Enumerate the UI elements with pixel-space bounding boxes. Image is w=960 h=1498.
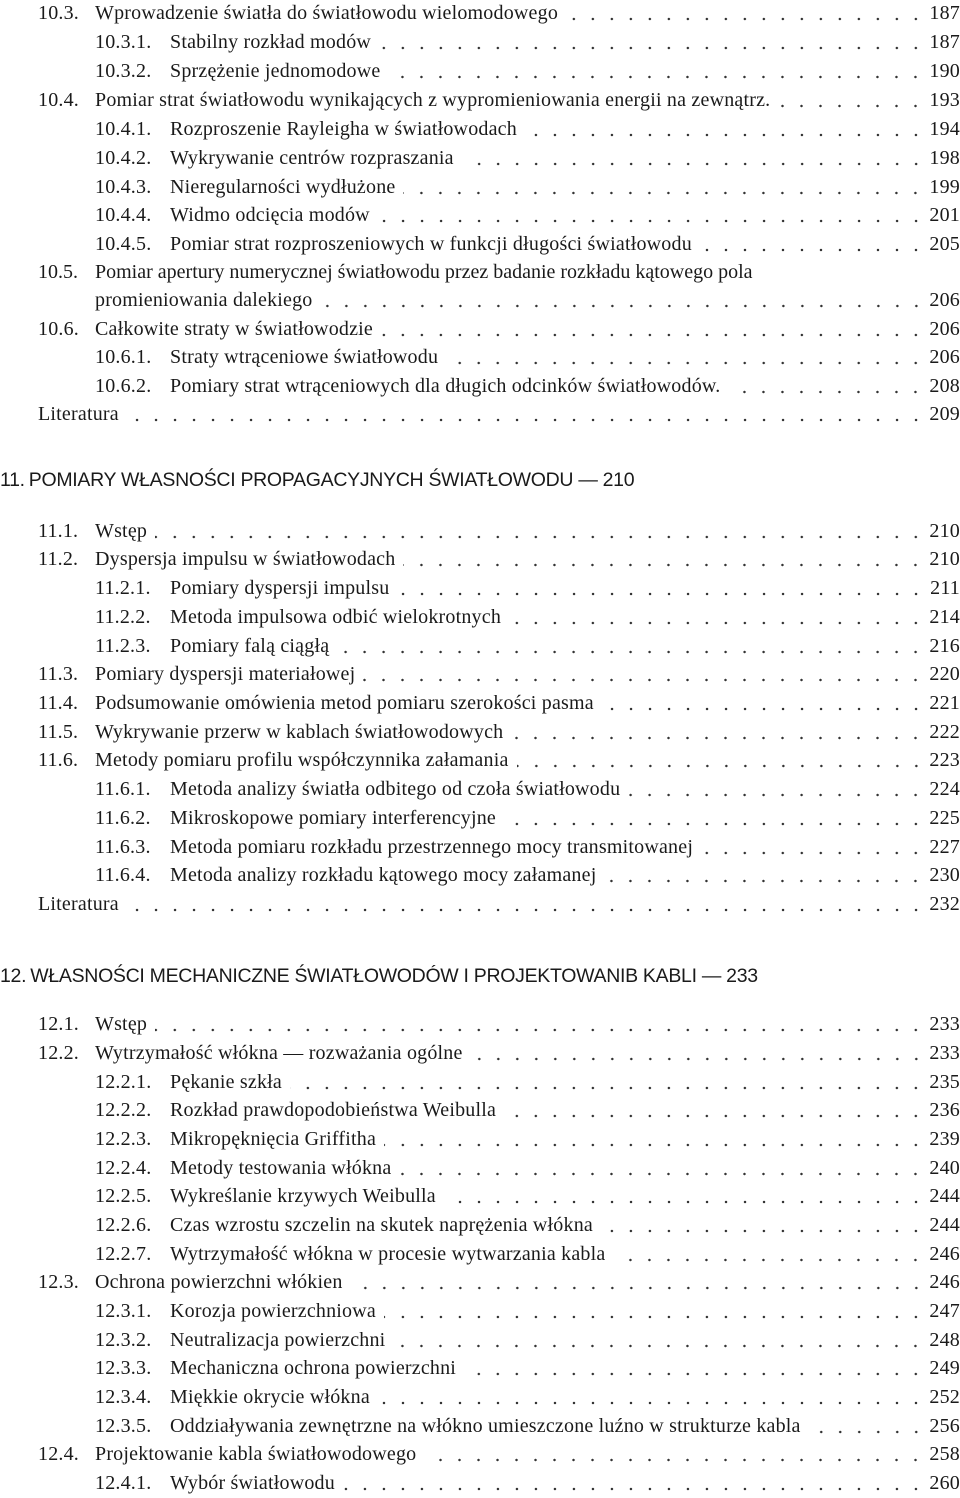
- toc-entry-line: [95, 174, 960, 200]
- toc-entry-title: Wstęp: [95, 520, 148, 542]
- toc-entry[interactable]: [0, 1241, 960, 1269]
- toc-entry[interactable]: [0, 316, 960, 344]
- toc-entry-line: [95, 834, 960, 860]
- toc-entry-title: Wprowadzenie światła do światłowodu wielomodowego: [95, 2, 559, 24]
- toc-entry-number: 11.2.3.: [95, 635, 151, 657]
- page-number: 206: [929, 289, 960, 311]
- toc-entry[interactable]: [0, 518, 960, 546]
- toc-entry-number: 12.3.2.: [95, 1329, 152, 1351]
- page-number: 223: [929, 749, 960, 771]
- toc-entry-line: [95, 1183, 960, 1209]
- toc-entry-title: Literatura: [38, 403, 119, 425]
- toc-entry[interactable]: [0, 661, 960, 689]
- toc-entry-number: 10.6.2.: [95, 375, 152, 397]
- toc-entry-title: Projektowanie kabla światłowodowego: [95, 1443, 417, 1465]
- dot-leader: [778, 104, 925, 108]
- toc-entry[interactable]: [0, 633, 960, 661]
- toc-entry-line: [95, 373, 960, 399]
- toc-entry-title: Stabilny rozkład modów: [170, 31, 372, 53]
- toc-entry-title: Literatura: [38, 893, 119, 915]
- toc-entry-title: Wykreślanie krzywych Weibulla: [170, 1185, 436, 1207]
- toc-entry-title: Metody pomiaru profilu współczynnika załamania: [95, 749, 509, 771]
- toc-entry-number: 10.4.2.: [95, 147, 152, 169]
- dot-leader: [509, 621, 925, 625]
- toc-entry-line: [38, 747, 960, 773]
- toc-entry-line: [95, 575, 960, 601]
- dot-leader: [566, 17, 925, 21]
- toc-entry-number: 12.2.3.: [95, 1128, 152, 1150]
- toc-entry-title: Mechaniczna ochrona powierzchni: [170, 1357, 457, 1379]
- page-number: 260: [929, 1472, 960, 1494]
- page-number: 239: [929, 1128, 960, 1150]
- toc-entry-line: [95, 1097, 960, 1123]
- toc-entry-line: [95, 1241, 960, 1267]
- page-number: 222: [929, 721, 960, 743]
- toc-entry-number: 10.4.3.: [95, 176, 152, 198]
- toc-entry-line: [95, 1069, 960, 1095]
- toc-entry[interactable]: [0, 604, 960, 632]
- toc-entry-line: [95, 58, 960, 84]
- dot-leader: [378, 219, 926, 223]
- toc-entry-number: 12.2.4.: [95, 1157, 152, 1179]
- page-number: 201: [929, 204, 960, 226]
- toc-entry-number: 12.3.5.: [95, 1415, 152, 1437]
- toc-entry-line: [95, 633, 960, 659]
- page-number: 205: [929, 233, 960, 255]
- toc-entry-title: Podsumowanie omówienia metod pomiaru szerokości pasma: [95, 692, 594, 714]
- dot-leader: [378, 1401, 925, 1405]
- toc-entry-line: [95, 202, 960, 228]
- toc-entry-number: 11.6.2.: [95, 807, 151, 829]
- dot-leader: [424, 1458, 925, 1462]
- toc-entry-title: Wstęp: [95, 1013, 148, 1035]
- toc-entry-line: [38, 1011, 960, 1037]
- toc-entry-title: Metoda analizy rozkładu kątowego mocy załamanej: [170, 864, 597, 886]
- page-number: 244: [929, 1214, 960, 1236]
- dot-leader: [397, 592, 926, 596]
- page-number: 187: [929, 2, 960, 24]
- toc-entry-number: 10.3.2.: [95, 60, 152, 82]
- toc-entry-title: Pomiar apertury numerycznej światłowodu przez badanie rozkładu kątowego pola: [95, 261, 753, 283]
- dot-leader: [343, 1487, 925, 1491]
- toc-entry-number: 12.2.1.: [95, 1071, 152, 1093]
- toc-entry-line: [95, 1470, 960, 1496]
- chapter-heading: [0, 962, 960, 990]
- page-number: 240: [929, 1157, 960, 1179]
- toc-entry[interactable]: [0, 1097, 960, 1125]
- toc-entry-title: Pomiary dyspersji materiałowej: [95, 663, 356, 685]
- toc-entry-title: Mikroskopowe pomiary interferencyjne: [170, 807, 496, 829]
- dot-leader: [701, 851, 925, 855]
- dot-leader: [290, 1086, 925, 1090]
- toc-entry[interactable]: [0, 690, 960, 718]
- toc-entry-number: 11.6.: [38, 749, 79, 771]
- chapter-title: WŁASNOŚCI MECHANICZNE ŚWIATŁOWODÓW I PROJEKTOWANIB KABLI — 233: [30, 965, 758, 987]
- toc-entry[interactable]: [0, 1040, 960, 1068]
- toc-entry[interactable]: [0, 0, 960, 28]
- toc-entry[interactable]: [0, 1011, 960, 1039]
- toc-entry-line: [38, 87, 960, 113]
- toc-entry[interactable]: [0, 1327, 960, 1355]
- toc-entry-line: [95, 1126, 960, 1152]
- toc-entry[interactable]: [0, 805, 960, 833]
- toc-entry-number: 10.4.: [38, 89, 79, 111]
- page-number: 214: [929, 606, 960, 628]
- toc-entry-title: Wykrywanie centrów rozpraszania: [170, 147, 454, 169]
- chapter-number: 12.: [0, 965, 27, 987]
- toc-entry-line: [95, 29, 960, 55]
- toc-entry-title: Całkowite straty w światłowodzie: [95, 318, 374, 340]
- toc-entry-line: [38, 661, 960, 687]
- toc-entry-number: 12.2.2.: [95, 1099, 152, 1121]
- toc-entry-number: 12.4.1.: [95, 1472, 152, 1494]
- dot-leader: [155, 1028, 925, 1032]
- toc-entry-title: Dyspersja impulsu w światłowodach: [95, 548, 396, 570]
- dot-leader: [602, 707, 926, 711]
- dot-leader: [379, 46, 925, 50]
- toc-entry-line: [38, 719, 960, 745]
- page-number: 230: [929, 864, 960, 886]
- toc-entry-title: Korozja powierzchniowa: [170, 1300, 376, 1322]
- toc-entry-title: Metody testowania włókna: [170, 1157, 392, 1179]
- toc-entry-title: Wytrzymałość włókna — rozważania ogólne: [95, 1042, 463, 1064]
- page-number: 220: [929, 663, 960, 685]
- dot-leader: [127, 908, 926, 912]
- page-number: 249: [929, 1357, 960, 1379]
- toc-entry-title: Pomiar strat rozproszeniowych w funkcji długości światłowodu: [170, 233, 692, 255]
- page-number: 252: [929, 1386, 960, 1408]
- toc-entry[interactable]: [0, 747, 960, 775]
- page-number: 198: [929, 147, 960, 169]
- toc-entry-title: Rozkład prawdopodobieństwa Weibulla: [170, 1099, 497, 1121]
- toc-entry-title: Ochrona powierzchni włókien: [95, 1271, 343, 1293]
- dot-leader: [504, 822, 925, 826]
- toc-entry-number: 10.5.: [38, 261, 78, 283]
- toc-entry[interactable]: [0, 891, 960, 919]
- page-number: 210: [929, 520, 960, 542]
- dot-leader: [381, 333, 925, 337]
- toc-entry[interactable]: [0, 862, 960, 890]
- chapter-number: 11.: [0, 469, 25, 491]
- toc-entry-number: 12.2.: [38, 1042, 79, 1064]
- page-number: 216: [929, 635, 960, 657]
- toc-entry-line: [38, 1269, 960, 1295]
- dot-leader: [604, 879, 925, 883]
- toc-entry-number: 11.3.: [38, 663, 79, 685]
- toc-entry[interactable]: [0, 776, 960, 804]
- toc-entry-title: Straty wtrąceniowe światłowodu: [170, 346, 439, 368]
- dot-leader: [700, 248, 925, 252]
- toc-entry-line: [95, 1355, 960, 1381]
- toc-entry[interactable]: [0, 174, 960, 202]
- toc-entry-number: 10.4.1.: [95, 118, 152, 140]
- toc-entry[interactable]: [0, 1413, 960, 1441]
- toc-entry[interactable]: [0, 373, 960, 401]
- toc-entry-number: 12.4.: [38, 1443, 79, 1465]
- toc-entry-line: [38, 401, 960, 427]
- page-number: 193: [929, 89, 960, 111]
- toc-entry-line: [95, 1212, 960, 1238]
- page-number: 233: [929, 1013, 960, 1035]
- page-number: 190: [929, 60, 960, 82]
- page-number: 206: [929, 318, 960, 340]
- dot-leader: [525, 133, 925, 137]
- toc-entry-number: 10.4.5.: [95, 233, 152, 255]
- toc-entry-line: [95, 116, 960, 142]
- toc-entry-number: 10.6.1.: [95, 346, 152, 368]
- toc-entry-number: 11.5.: [38, 721, 79, 743]
- toc-entry-title: promieniowania dalekiego: [95, 289, 313, 311]
- dot-leader: [444, 1200, 926, 1204]
- toc-entry[interactable]: [0, 1069, 960, 1097]
- toc-entry-number: 11.6.1.: [95, 778, 151, 800]
- page-number: 235: [929, 1071, 960, 1093]
- toc-entry-title: Czas wzrostu szczelin na skutek naprężenia włókna: [170, 1214, 593, 1236]
- toc-entry-line: [95, 1155, 960, 1181]
- page-number: 199: [929, 176, 960, 198]
- toc-entry[interactable]: [0, 1269, 960, 1297]
- toc-entry-title: Widmo odcięcia modów: [170, 204, 370, 226]
- page-number: 244: [929, 1185, 960, 1207]
- toc-entry-number: 12.2.6.: [95, 1214, 152, 1236]
- toc-entry[interactable]: [0, 1183, 960, 1211]
- toc-entry[interactable]: [0, 259, 960, 317]
- dot-leader: [462, 162, 926, 166]
- toc-entry[interactable]: [0, 401, 960, 429]
- toc-entry-line: [95, 1413, 960, 1439]
- toc-entry-title: Metoda impulsowa odbić wielokrotnych: [170, 606, 502, 628]
- dot-leader: [511, 736, 925, 740]
- dot-leader: [155, 535, 925, 539]
- toc-entry-title: Miękkie okrycie włókna: [170, 1386, 370, 1408]
- toc-entry[interactable]: [0, 231, 960, 259]
- toc-entry-title: Mikropęknięcia Griffitha: [170, 1128, 377, 1150]
- page-number: 258: [929, 1443, 960, 1465]
- dot-leader: [384, 1315, 925, 1319]
- dot-leader: [393, 1344, 925, 1348]
- toc-entry-line: [38, 546, 960, 572]
- toc-entry-title: Pomiary strat wtrąceniowych dla długich odcinków światłowodów.: [170, 375, 721, 397]
- toc-entry[interactable]: [0, 58, 960, 86]
- dot-leader: [601, 1229, 925, 1233]
- toc-entry-line: [38, 316, 960, 342]
- toc-entry[interactable]: [0, 1126, 960, 1154]
- toc-entry-line: [38, 1441, 960, 1467]
- toc-entry-title: Metoda analizy światła odbitego od czoła światłowodu: [170, 778, 621, 800]
- toc-entry-line: [95, 604, 960, 630]
- toc-entry-number: 12.3.4.: [95, 1386, 152, 1408]
- dot-leader: [613, 1258, 925, 1262]
- page-number: 210: [929, 548, 960, 570]
- dot-leader: [403, 191, 925, 195]
- toc-entry-line: [38, 891, 960, 917]
- toc-entry-number: 12.3.1.: [95, 1300, 152, 1322]
- toc-entry[interactable]: [0, 834, 960, 862]
- dot-leader: [127, 418, 926, 422]
- toc-entry[interactable]: [0, 344, 960, 372]
- page-number: 248: [929, 1329, 960, 1351]
- page-number: 246: [929, 1271, 960, 1293]
- toc-entry-line: [95, 862, 960, 888]
- toc-entry-line: [95, 1298, 960, 1324]
- toc-entry-line: [95, 1327, 960, 1353]
- page-number: 233: [929, 1042, 960, 1064]
- toc-entry[interactable]: [0, 1298, 960, 1326]
- toc-entry-number: 11.6.4.: [95, 864, 151, 886]
- page-number: 246: [929, 1243, 960, 1265]
- dot-leader: [363, 678, 925, 682]
- dot-leader: [628, 793, 925, 797]
- dot-leader: [809, 1430, 926, 1434]
- toc-entry-number: 10.6.: [38, 318, 79, 340]
- toc-entry-line: [95, 776, 960, 802]
- toc-entry-number: 10.4.4.: [95, 204, 152, 226]
- toc-entry-number: 12.3.: [38, 1271, 79, 1293]
- page-number: 187: [929, 31, 960, 53]
- toc-entry[interactable]: [0, 1441, 960, 1469]
- page-number: 224: [929, 778, 960, 800]
- dot-leader: [464, 1372, 925, 1376]
- page-number: 209: [929, 403, 960, 425]
- chapter-heading: [0, 466, 960, 494]
- page-number: 225: [929, 807, 960, 829]
- dot-leader: [388, 75, 925, 79]
- toc-entry[interactable]: [0, 1212, 960, 1240]
- dot-leader: [384, 1143, 925, 1147]
- dot-leader: [351, 1286, 926, 1290]
- toc-entry[interactable]: [0, 1384, 960, 1412]
- toc-entry-line: [38, 259, 960, 285]
- toc-entry-title: Pomiary dyspersji impulsu: [170, 577, 390, 599]
- dot-leader: [471, 1057, 926, 1061]
- toc-entry[interactable]: [0, 116, 960, 144]
- toc-entry-line: [38, 690, 960, 716]
- toc-entry-line: [95, 344, 960, 370]
- toc-entry-number: 12.2.5.: [95, 1185, 152, 1207]
- toc-entry-line: [95, 805, 960, 831]
- dot-leader: [403, 563, 925, 567]
- dot-leader: [321, 304, 926, 308]
- page-number: 208: [929, 375, 960, 397]
- dot-leader: [337, 650, 925, 654]
- dot-leader: [517, 764, 926, 768]
- page-number: 221: [929, 692, 960, 714]
- toc-entry[interactable]: [0, 202, 960, 230]
- toc-entry-number: 11.2.: [38, 548, 79, 570]
- toc-entry-title: Pękanie szkła: [170, 1071, 283, 1093]
- toc-entry-line: [95, 287, 960, 313]
- toc-entry-line: [95, 231, 960, 257]
- toc-entry[interactable]: [0, 1155, 960, 1183]
- toc-entry-title: Wytrzymałość włókna w procesie wytwarzania kabla: [170, 1243, 606, 1265]
- toc-entry-title: Wybór światłowodu: [170, 1472, 335, 1494]
- toc-entry[interactable]: [0, 29, 960, 57]
- toc-entry-number: 11.2.1.: [95, 577, 151, 599]
- toc-entry-title: Pomiar strat światłowodu wynikających z wypromieniowania energii na zewnątrz.: [95, 89, 771, 111]
- dot-leader: [446, 361, 925, 365]
- chapter-title: POMIARY WŁASNOŚCI PROPAGACYJNYCH ŚWIATŁOWODU — 210: [28, 469, 635, 491]
- toc-entry-number: 12.1.: [38, 1013, 79, 1035]
- toc-entry[interactable]: [0, 575, 960, 603]
- toc-entry-number: 11.4.: [38, 692, 79, 714]
- toc-entry-line: [38, 518, 960, 544]
- toc-entry-line: [95, 145, 960, 171]
- toc-entry-number: 11.6.3.: [95, 836, 151, 858]
- page-number: 206: [929, 346, 960, 368]
- toc-entry-title: Wykrywanie przerw w kablach światłowodowych: [95, 721, 504, 743]
- toc-entry-title: Pomiary falą ciągłą: [170, 635, 330, 657]
- toc-entry-title: Oddziaływania zewnętrzne na włókno umieszczone luźno w strukturze kabla: [170, 1415, 801, 1437]
- toc-entry-number: 11.1.: [38, 520, 79, 542]
- toc-entry-line: [38, 1040, 960, 1066]
- toc-entry-number: 11.2.2.: [95, 606, 151, 628]
- page-number: 236: [929, 1099, 960, 1121]
- toc-entry[interactable]: [0, 546, 960, 574]
- page-number: 232: [929, 893, 960, 915]
- toc-entry-title: Metoda pomiaru rozkładu przestrzennego mocy transmitowanej: [170, 836, 694, 858]
- page-number: 227: [929, 836, 960, 858]
- page-number: 256: [929, 1415, 960, 1437]
- dot-leader: [399, 1172, 925, 1176]
- dot-leader: [504, 1114, 925, 1118]
- toc-entry[interactable]: [0, 719, 960, 747]
- toc-entry[interactable]: [0, 1355, 960, 1383]
- toc-entry-line: [38, 0, 960, 26]
- toc-entry-title: Rozproszenie Rayleigha w światłowodach: [170, 118, 517, 140]
- toc-entry-number: 12.2.7.: [95, 1243, 152, 1265]
- dot-leader: [728, 390, 925, 394]
- toc-entry-number: 12.3.3.: [95, 1357, 152, 1379]
- toc-entry-title: Sprzężenie jednomodowe: [170, 60, 381, 82]
- page-number: 194: [929, 118, 960, 140]
- page-number: 247: [929, 1300, 960, 1322]
- toc-entry[interactable]: [0, 87, 960, 115]
- toc-entry-title: Nieregularności wydłużone: [170, 176, 396, 198]
- page-number: 211: [930, 577, 960, 599]
- toc-entry-line: [95, 1384, 960, 1410]
- toc-entry-number: 10.3.1.: [95, 31, 152, 53]
- toc-entry-title: Neutralizacja powierzchni: [170, 1329, 386, 1351]
- toc-entry[interactable]: [0, 145, 960, 173]
- toc-entry-number: 10.3.: [38, 2, 79, 24]
